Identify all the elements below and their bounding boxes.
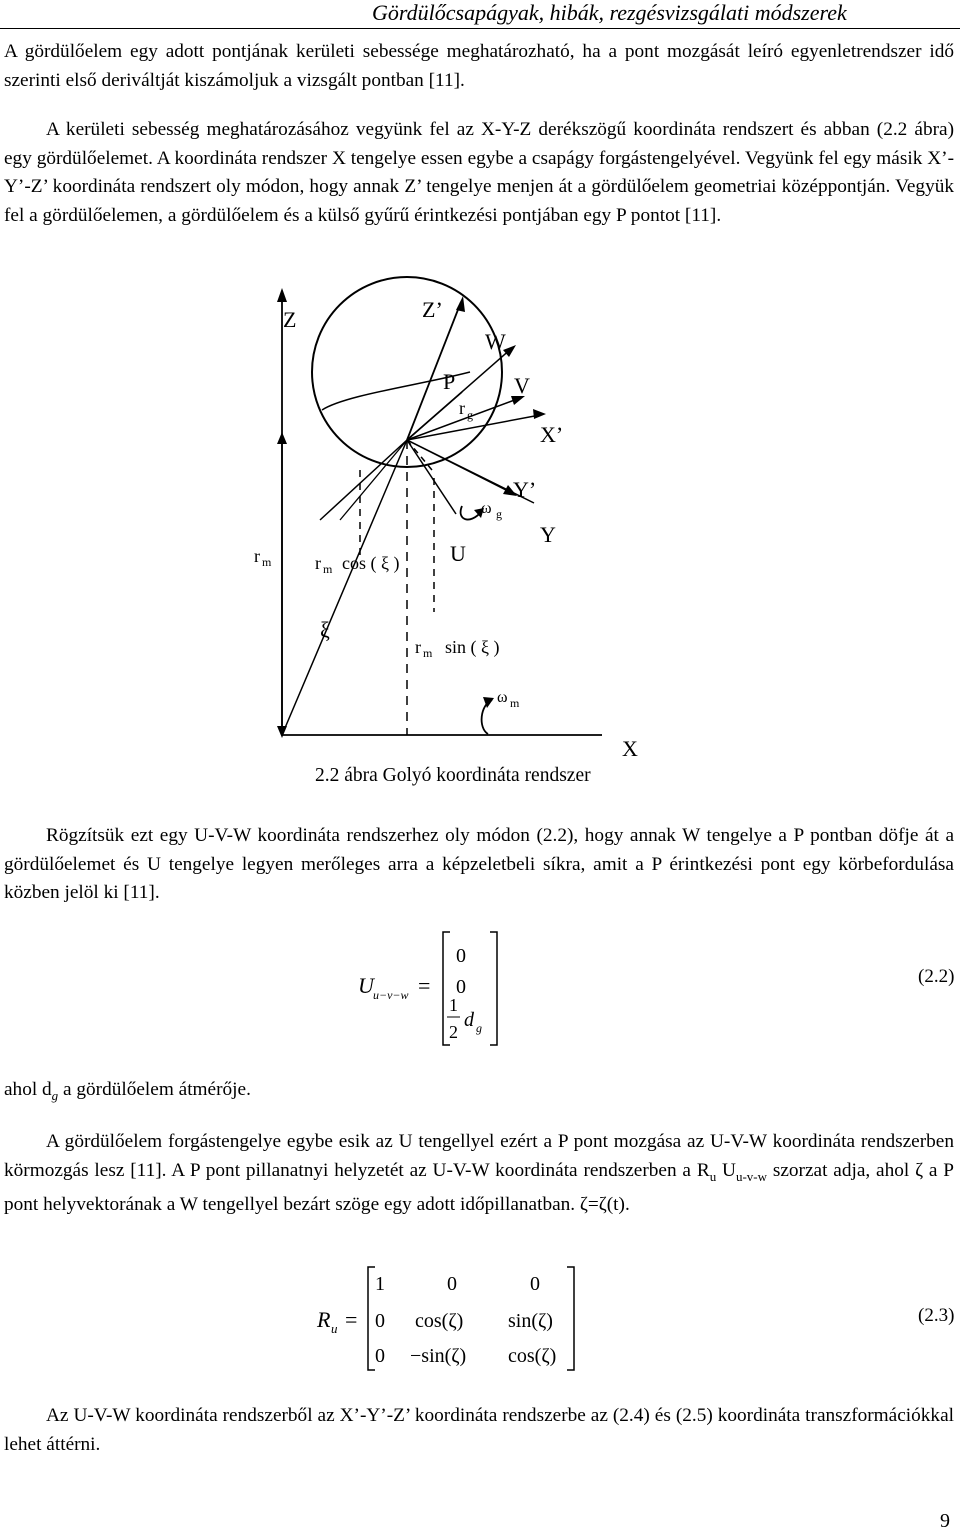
eq23-m32: −sin(ζ) — [410, 1345, 467, 1367]
eq23-m23: sin(ζ) — [508, 1310, 553, 1332]
p5-a: A gördülőelem forgástengelye egybe esik az U tengellyel ezért a P pont mozgása az U-V-W koordináta rendszerben körmozgás lesz [11]. A P pont pillanatnyi helyzetét az U-V-W koordináta rendszerben a R — [4, 1131, 954, 1181]
label-rm-sub: m — [262, 555, 272, 569]
paragraph-1: A gördülőelem egy adott pontjának kerületi sebessége meghatározható, ha a pont mozgását leíró egyenletrendszer idő szerinti első deriváltját kiszámoljuk a vizsgált pontban [11]. — [4, 41, 954, 91]
label-omega-g: ω — [481, 500, 492, 517]
label-omega-g-sub: g — [496, 507, 502, 521]
label-u: U — [450, 541, 466, 566]
label-rm: r — [254, 546, 260, 566]
label-w: W — [485, 329, 506, 354]
p4-pre: ahol d — [4, 1079, 52, 1100]
running-header: Gördülőcsapágyak, hibák, rezgésvizsgálati módszerek — [372, 0, 847, 25]
label-xi: ξ — [320, 617, 330, 642]
paragraph-6-text: Az U-V-W koordináta rendszerből az X’-Y’-Z’ koordináta rendszerbe az (2.4) és (2.5) koordináta transzformációkkal lehet áttérni. — [4, 1405, 954, 1455]
eq23-m13: 0 — [530, 1273, 540, 1295]
paragraph-3-text: Rögzítsük ezt egy U-V-W koordináta rendszerhez oly módon (2.2), hogy annak W tengelye a P pontban döfje át a gördülőelemet és U tengelye legyen merőleges arra a képzeletbeli síkra, amit a P érintkezési pont egy körbefordulása közben jelöl ki [11]. — [4, 825, 954, 903]
eq23-m31: 0 — [375, 1345, 385, 1367]
eq22-row2: 0 — [456, 976, 466, 998]
label-p: P — [443, 369, 456, 394]
eq23-m12: 0 — [447, 1273, 457, 1295]
p4-post: a gördülőelem átmérője. — [58, 1079, 251, 1100]
eq23-m21: 0 — [375, 1310, 385, 1332]
eq23-number: (2.3) — [918, 1305, 955, 1326]
label-x: X — [622, 736, 638, 761]
label-rmsin-sub: m — [423, 646, 433, 660]
eq23-bracket-left — [368, 1267, 375, 1370]
eq23-equals: = — [345, 1307, 358, 1332]
p5-b: U — [716, 1159, 736, 1181]
label-y: Y — [540, 522, 556, 547]
label-r: r — [459, 398, 465, 418]
p4-sub: g — [51, 1087, 59, 1103]
eq22-d: d — [464, 1009, 474, 1031]
eq22-half-den: 2 — [449, 1022, 458, 1042]
eq22-half-num: 1 — [449, 995, 458, 1015]
eq23-m33: cos(ζ) — [508, 1345, 557, 1367]
label-zprime: Z’ — [422, 297, 443, 322]
label-v: V — [514, 373, 530, 398]
paragraph-6 — [4, 1402, 954, 1459]
eq23-m11: 1 — [375, 1273, 385, 1295]
eq23-m22: cos(ζ) — [415, 1310, 464, 1332]
paragraph-2-text: A kerületi sebesség meghatározásához vegyünk fel az X-Y-Z derékszögű koordináta rendszert és abban (2.2 ábra) egy gördülőelemet. A koordináta rendszer X tengelye essen egybe a csapágy forgástengelyével. Vegyünk fel egy másik X’-Y’-Z’ koordináta rendszert oly módon, hogy annak Z’ tengelye menjen át a gördülőelem geometriai középpontján. Vegyük fel a gördülőelemen, a gördülőelem és a külső gyűrű érintkezési pontjában egy P pontot [11]. — [4, 119, 954, 226]
eq23-bracket-right — [567, 1267, 574, 1370]
label-cos: cos ( ξ ) — [342, 553, 400, 573]
label-rmcos-sub: m — [323, 562, 333, 576]
p5-c: szorzat adja, ahol ζ a P pont helyvektorának a W tengellyel bezárt szöge egy adott időpillanatban. ζ=ζ(t). — [4, 1159, 954, 1215]
p5-sub1: u — [709, 1168, 717, 1184]
p5-sub2: u-v-w — [735, 1168, 767, 1184]
eq22-number: (2.2) — [918, 966, 955, 987]
eq22-d-sub: g — [476, 1021, 482, 1035]
eq23-r: R — [317, 1307, 331, 1332]
figure-caption: 2.2 ábra Golyó koordináta rendszer — [315, 765, 591, 786]
page-number: 9 — [940, 1510, 950, 1532]
label-r-sub-g: g — [467, 408, 473, 422]
label-sin: sin ( ξ ) — [445, 637, 500, 657]
label-omega-m-sub: m — [510, 696, 520, 710]
eq22-sub: u−v−w — [373, 988, 409, 1002]
label-omega-m: ω — [497, 689, 508, 706]
label-yprime: Y’ — [513, 477, 537, 502]
label-rmcos-r: r — [315, 553, 321, 573]
label-z: Z — [283, 307, 297, 332]
label-xprime: X’ — [540, 422, 564, 447]
eq22-equals: = — [418, 973, 431, 998]
eq22-row1: 0 — [456, 945, 466, 967]
eq23-sub: u — [331, 1321, 338, 1336]
label-rmsin-r: r — [415, 637, 421, 657]
eq22-u: U — [358, 973, 374, 998]
